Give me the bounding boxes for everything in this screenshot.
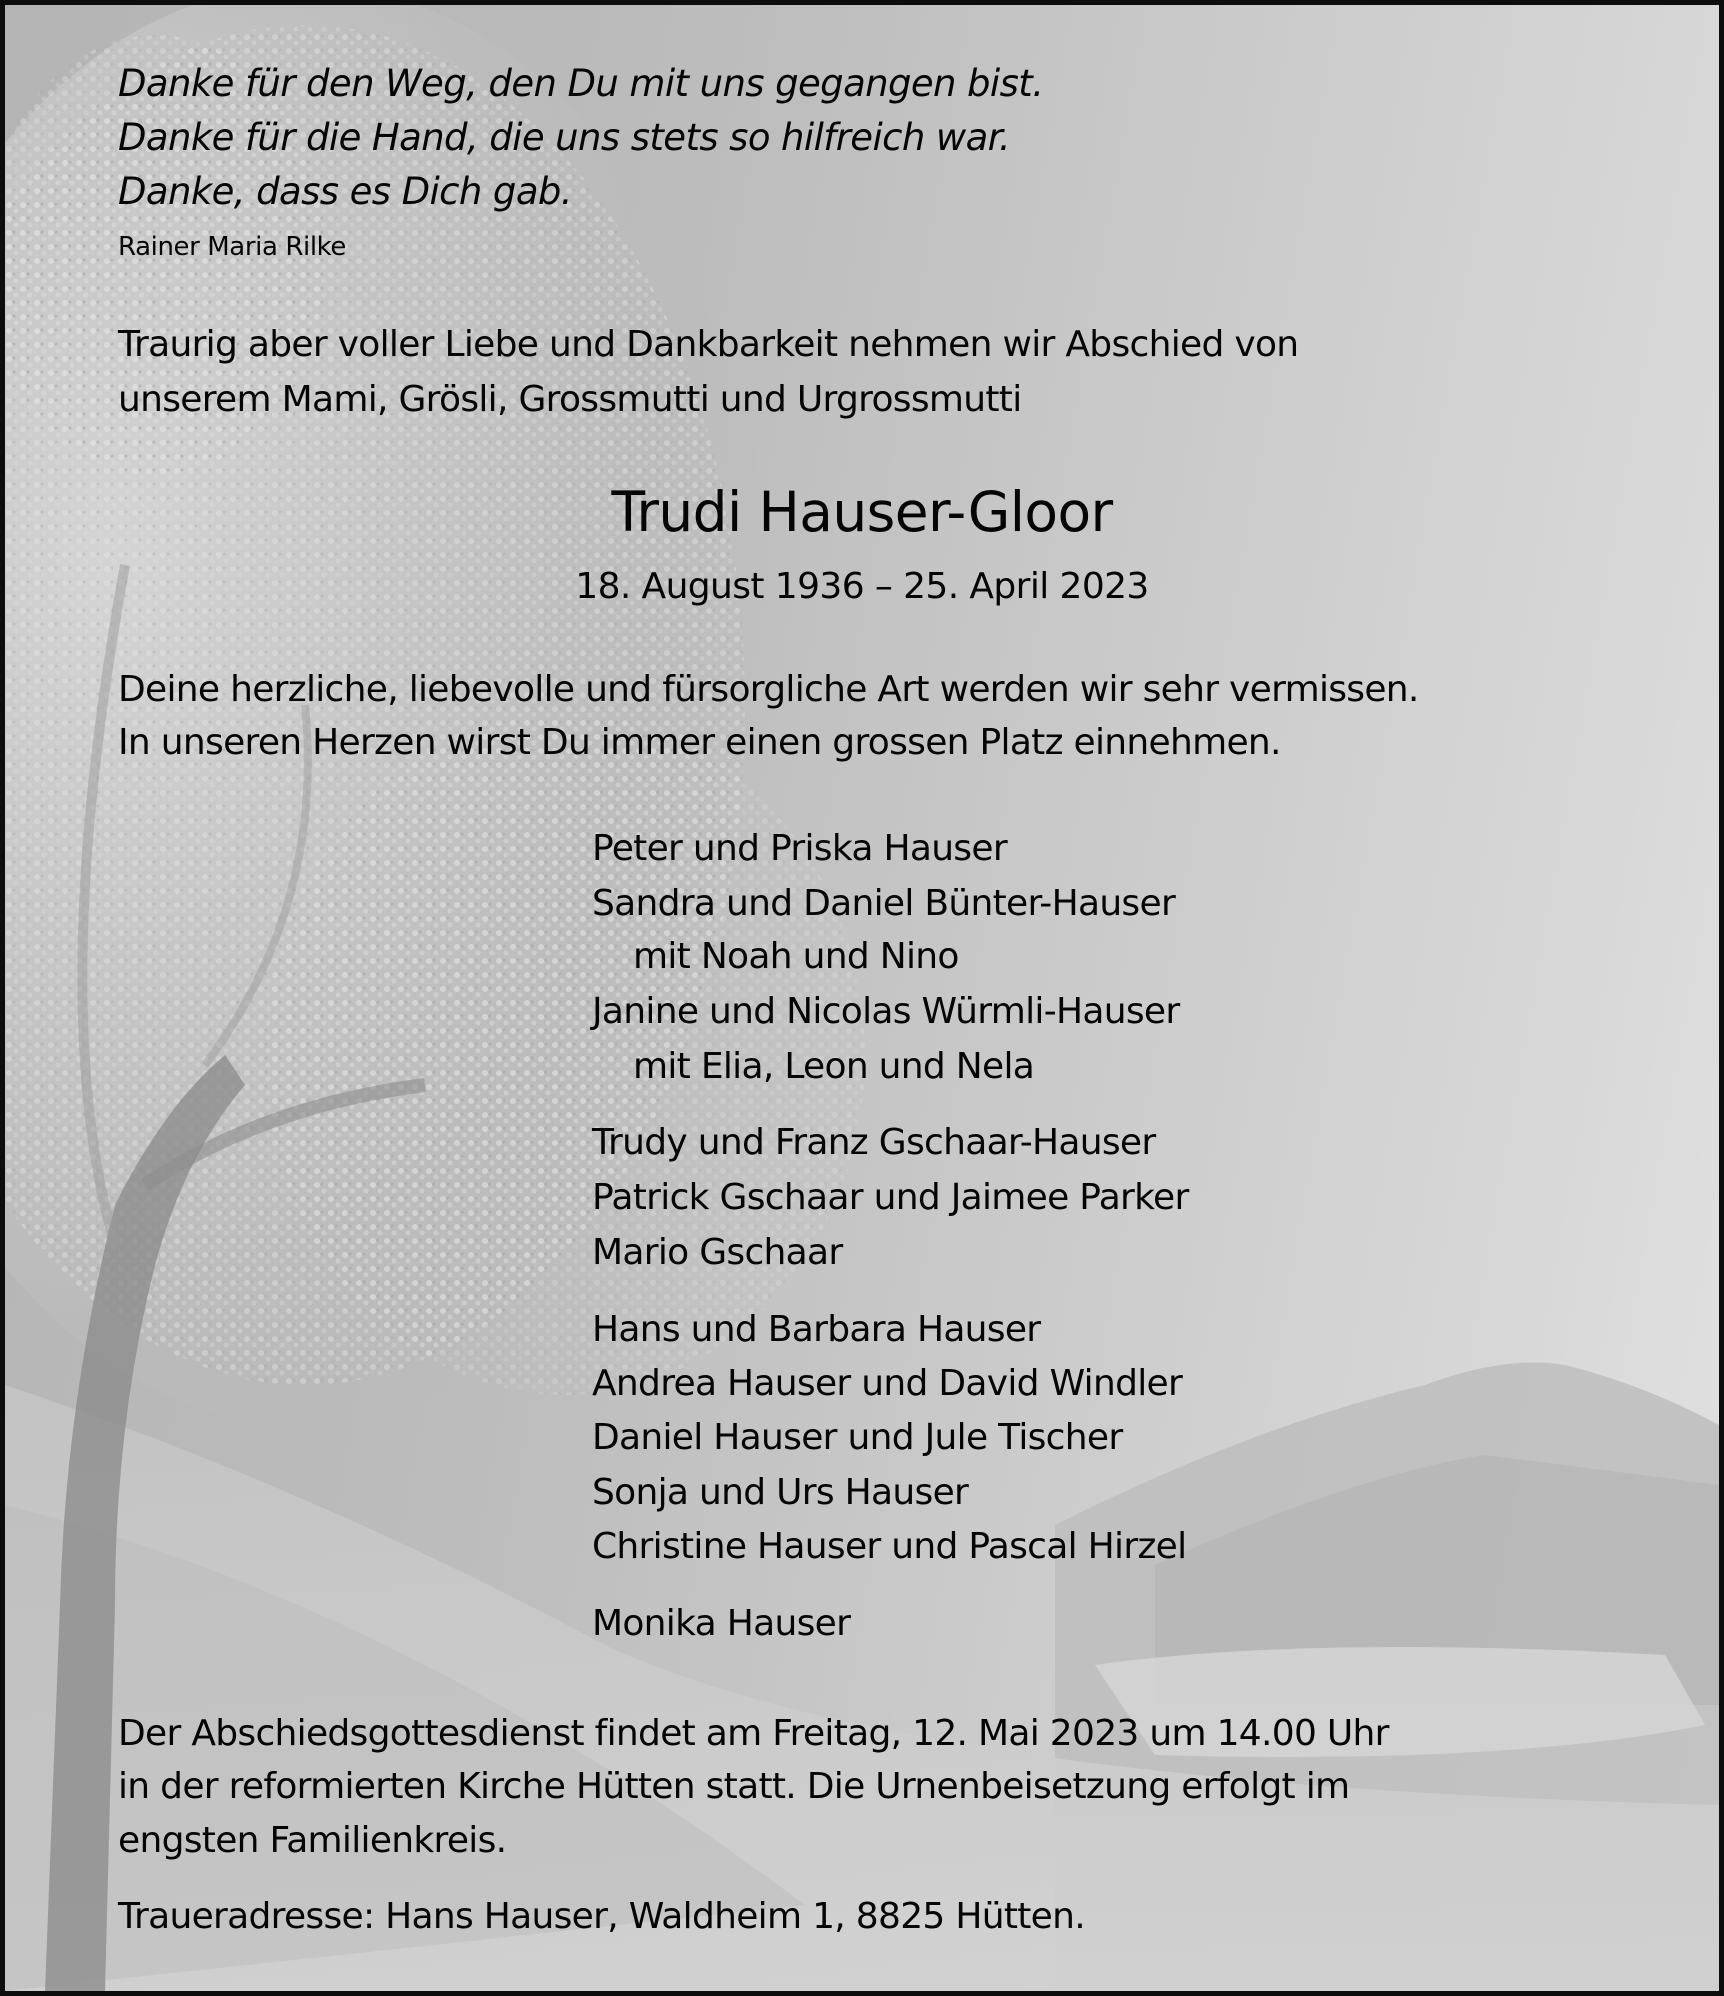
quote-line: Danke für die Hand, die uns stets so hilfreich war. — [118, 116, 1011, 159]
service-line: Der Abschiedsgottesdienst findet am Freitag, 12. Mai 2023 um 14.00 Uhr — [118, 1713, 1389, 1754]
family-member: Peter und Priska Hauser — [592, 828, 1007, 869]
family-member: Christine Hauser und Pascal Hirzel — [592, 1526, 1187, 1567]
service-line: in der reformierten Kirche Hütten statt. Die Urnenbeisetzung erfolgt im — [118, 1766, 1350, 1807]
mourning-address: Traueradresse: Hans Hauser, Waldheim 1, 8825 Hütten. — [118, 1896, 1085, 1937]
quote-line: Danke für den Weg, den Du mit uns gegangen bist. — [118, 62, 1044, 105]
intro-line: unserem Mami, Grösli, Grossmutti und Urgrossmutti — [118, 379, 1022, 420]
family-member: Patrick Gschaar und Jaimee Parker — [592, 1177, 1189, 1218]
service-line: engsten Familienkreis. — [118, 1820, 507, 1861]
intro-line: Traurig aber voller Liebe und Dankbarkeit nehmen wir Abschied von — [118, 324, 1299, 365]
family-member-children: mit Elia, Leon und Nela — [633, 1046, 1035, 1087]
family-member: Daniel Hauser und Jule Tischer — [592, 1417, 1123, 1458]
family-member: Sonja und Urs Hauser — [592, 1472, 969, 1513]
family-member: Monika Hauser — [592, 1603, 851, 1644]
family-member: Janine und Nicolas Würmli-Hauser — [592, 991, 1180, 1032]
deceased-name: Trudi Hauser-Gloor — [611, 480, 1113, 544]
quote-line: Danke, dass es Dich gab. — [118, 170, 572, 213]
family-member: Sandra und Daniel Bünter-Hauser — [592, 883, 1176, 924]
family-member-children: mit Noah und Nino — [633, 936, 959, 977]
family-member: Mario Gschaar — [592, 1232, 843, 1273]
family-member: Trudy und Franz Gschaar-Hauser — [592, 1122, 1156, 1163]
tribute-line: In unseren Herzen wirst Du immer einen grossen Platz einnehmen. — [118, 722, 1281, 763]
tribute-line: Deine herzliche, liebevolle und fürsorgliche Art werden wir sehr vermissen. — [118, 669, 1419, 710]
family-member: Andrea Hauser und David Windler — [592, 1363, 1183, 1404]
family-member: Hans und Barbara Hauser — [592, 1309, 1041, 1350]
quote-author: Rainer Maria Rilke — [118, 232, 346, 262]
life-dates: 18. August 1936 – 25. April 2023 — [575, 566, 1149, 607]
